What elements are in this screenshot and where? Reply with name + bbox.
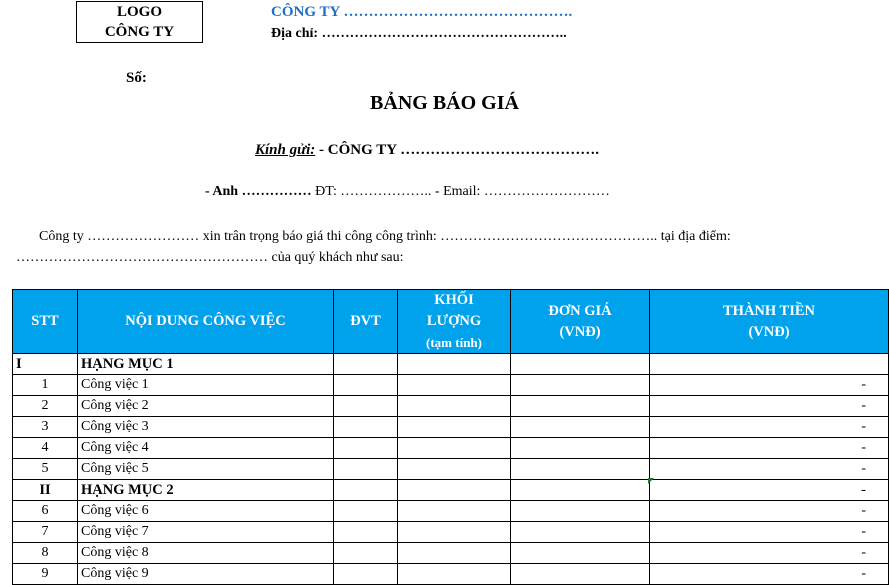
cell-unit-price[interactable] [511,543,650,564]
cell-content[interactable]: Công việc 5 [78,459,334,480]
header-content: NỘI DUNG CÔNG VIỆC [78,290,334,354]
table-row [13,543,889,564]
cell-unit-price[interactable] [511,522,650,543]
table-row [13,438,889,459]
cell-stt[interactable]: 8 [13,543,78,564]
cell-unit-price[interactable] [511,354,650,375]
header-quantity-line1: KHỐI [434,292,474,308]
header-quantity [398,290,511,354]
table-row [13,375,889,396]
cell-stt[interactable]: II [13,480,78,501]
cell-content[interactable]: Công việc 4 [78,438,334,459]
table-row [13,417,889,438]
header-unit: ĐVT [334,290,398,354]
address-label: Địa chỉ: [271,26,319,41]
cell-stt[interactable]: 9 [13,564,78,585]
cell-unit[interactable] [334,438,398,459]
cell-quantity[interactable] [398,354,511,375]
cell-unit[interactable] [334,501,398,522]
company-name: CÔNG TY ………………………………………. [271,4,573,20]
doc-number-label: Số: [126,70,147,86]
cell-stt[interactable]: I [13,354,78,375]
cell-stt[interactable]: 2 [13,396,78,417]
cell-unit[interactable] [334,543,398,564]
cell-unit[interactable] [334,522,398,543]
table-row-group [13,480,889,501]
contact-details: ĐT: ……………….. - Email: ……………………… [311,184,610,199]
table-row [13,459,889,480]
cell-unit-price[interactable] [511,480,650,501]
cell-content[interactable]: Công việc 7 [78,522,334,543]
company-address [271,26,567,42]
cell-total[interactable]: - [650,564,889,585]
cell-content[interactable]: Công việc 6 [78,501,334,522]
cell-quantity[interactable] [398,459,511,480]
cell-unit-price[interactable] [511,375,650,396]
cell-total[interactable]: - [650,522,889,543]
cell-stt[interactable]: 4 [13,438,78,459]
recipient-line [255,142,599,159]
page-title: BẢNG BÁO GIÁ [370,92,519,114]
cell-total[interactable]: - [650,438,889,459]
cell-quantity[interactable] [398,438,511,459]
header-total-line1: THÀNH TIỀN [723,302,815,319]
header-unit-price [511,290,650,354]
cell-content[interactable]: Công việc 3 [78,417,334,438]
cell-quantity[interactable] [398,480,511,501]
cell-content[interactable]: Công việc 1 [78,375,334,396]
logo-line2: CÔNG TY [104,24,175,40]
cell-quantity[interactable] [398,417,511,438]
cell-unit[interactable] [334,417,398,438]
header-stt: STT [13,290,78,354]
cell-content[interactable]: Công việc 9 [78,564,334,585]
cell-unit[interactable] [334,396,398,417]
quotation-table [12,289,888,585]
cell-stt[interactable]: 7 [13,522,78,543]
cell-total[interactable]: - [650,501,889,522]
table-row [13,396,889,417]
contact-name: - Anh …………… [205,184,312,199]
cell-comment-marker [648,478,654,484]
recipient-label: Kính gửi: [255,142,316,158]
header-quantity-line2: LƯỢNG [426,313,482,329]
cell-stt[interactable]: 1 [13,375,78,396]
table-row [13,564,889,585]
cell-content[interactable]: HẠNG MỤC 1 [78,354,334,375]
cell-unit-price[interactable] [511,564,650,585]
table-row-group [13,354,889,375]
cell-total[interactable]: - [650,543,889,564]
cell-total[interactable] [650,354,889,375]
header-price-line2: (VNĐ) [559,323,601,340]
intro-line-2: ……………………………………………… của quý khách như sau: [16,250,404,265]
header-total-line2: (VNĐ) [748,323,790,340]
cell-unit[interactable] [334,354,398,375]
cell-stt[interactable]: 5 [13,459,78,480]
cell-unit[interactable] [334,375,398,396]
cell-stt[interactable]: 6 [13,501,78,522]
cell-quantity[interactable] [398,375,511,396]
cell-unit-price[interactable] [511,501,650,522]
header-price-line1: ĐƠN GIÁ [548,302,612,319]
cell-quantity[interactable] [398,396,511,417]
cell-total[interactable]: - [650,459,889,480]
cell-content[interactable]: HẠNG MỤC 2 [78,480,334,501]
cell-quantity[interactable] [398,522,511,543]
cell-unit-price[interactable] [511,459,650,480]
header-quantity-line3: (tạm tính) [426,335,482,350]
cell-quantity[interactable] [398,501,511,522]
cell-total[interactable]: - [650,417,889,438]
cell-unit[interactable] [334,564,398,585]
header-total [650,290,889,354]
table-header-row [13,290,889,354]
company-logo [76,1,203,43]
cell-unit[interactable] [334,480,398,501]
cell-content[interactable]: Công việc 2 [78,396,334,417]
cell-total[interactable]: - [650,396,889,417]
contact-line [205,184,610,200]
cell-content[interactable]: Công việc 8 [78,543,334,564]
cell-unit-price[interactable] [511,396,650,417]
recipient-value: - CÔNG TY …………………………………. [315,142,600,158]
table-row [13,522,889,543]
cell-unit-price[interactable] [511,417,650,438]
intro-line-1: Công ty …………………… xin trân trọng báo giá thi công công trình: ……………………………………….. tại địa điểm: [39,229,731,244]
cell-quantity[interactable] [398,543,511,564]
address-value: …………………………………………….. [318,26,567,41]
cell-total[interactable]: - [650,375,889,396]
cell-total[interactable]: - [650,480,889,501]
cell-quantity[interactable] [398,564,511,585]
cell-unit[interactable] [334,459,398,480]
logo-line1: LOGO [116,4,162,20]
cell-stt[interactable]: 3 [13,417,78,438]
cell-unit-price[interactable] [511,438,650,459]
table-row [13,501,889,522]
